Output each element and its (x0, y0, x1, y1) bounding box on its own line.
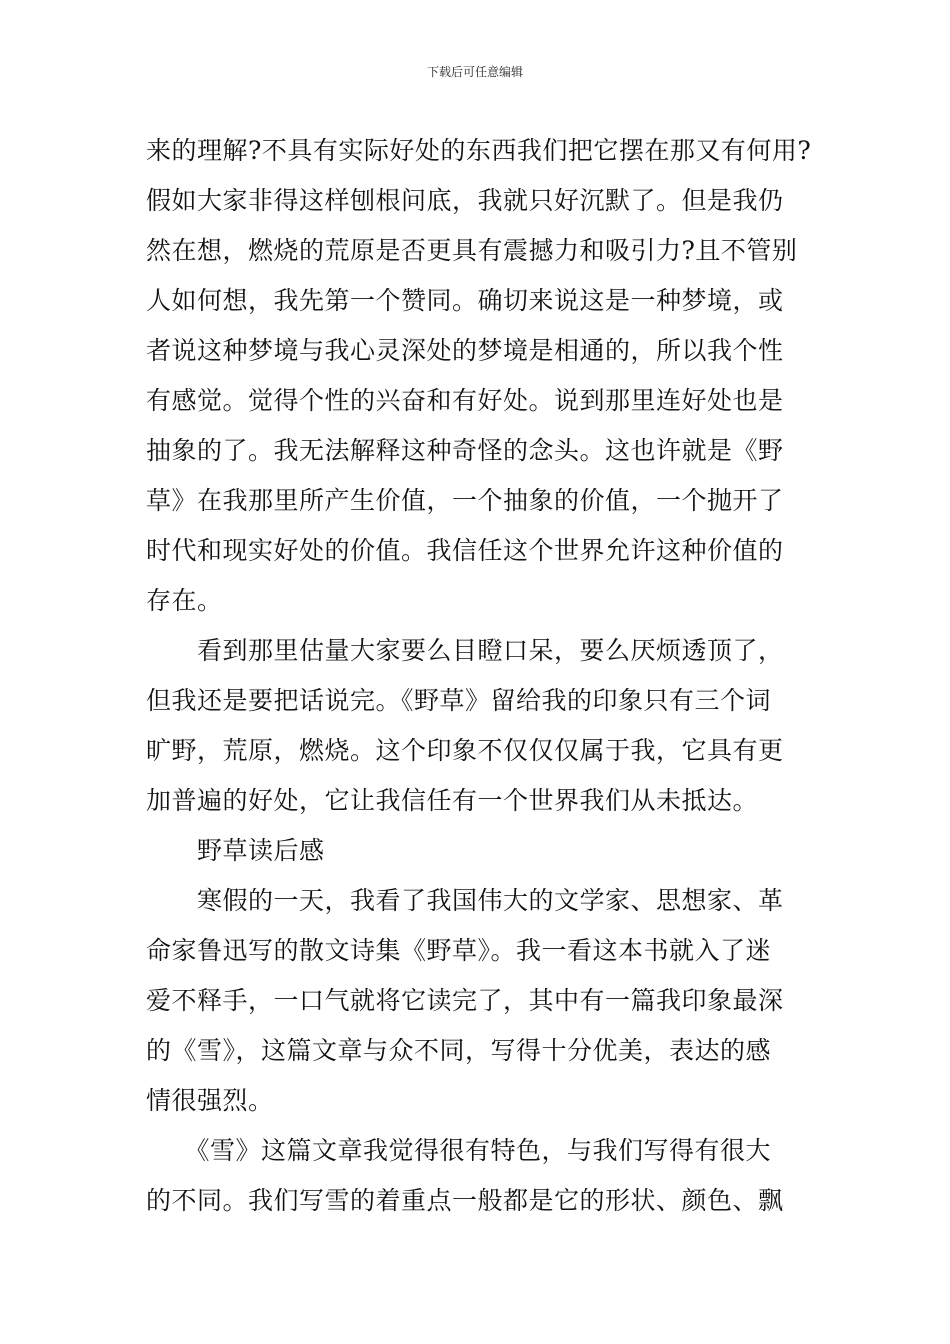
text-line: 的不同。我们写雪的着重点一般都是它的形状、颜色、飘 (146, 1186, 784, 1215)
text-line: 者说这种梦境与我心灵深处的梦境是相通的，所以我个性 (146, 336, 784, 365)
text-line: 命家鲁迅写的散文诗集《野草》。我一看这本书就入了迷 (146, 936, 772, 965)
document-body (146, 126, 812, 1226)
text-line: 假如大家非得这样刨根问底，我就只好沉默了。但是我仍 (146, 186, 784, 215)
text-line: 但我还是要把话说完。《野草》留给我的印象只有三个词 (146, 686, 772, 715)
text-line: 爱不释手，一口气就将它读完了，其中有一篇我印象最深 (146, 986, 784, 1015)
text-line: 的《雪》，这篇文章与众不同，写得十分优美，表达的感 (146, 1036, 772, 1065)
text-line: 有感觉。觉得个性的兴奋和有好处。说到那里连好处也是 (146, 386, 784, 415)
text-line: 人如何想，我先第一个赞同。确切来说这是一种梦境，或 (146, 286, 784, 315)
text-line: 加普遍的好处，它让我信任有一个世界我们从未抵达。 (146, 786, 759, 815)
text-line: 来的理解?不具有实际好处的东西我们把它摆在那又有何用? (146, 136, 812, 165)
text-line: 草》在我那里所产生价值，一个抽象的价值，一个抛开了 (146, 486, 784, 515)
text-line: 存在。 (146, 586, 223, 615)
text-line: 时代和现实好处的价值。我信任这个世界允许这种价值的 (146, 536, 784, 565)
text-line: 看到那里估量大家要么目瞪口呆，要么厌烦透顶了， (146, 636, 784, 665)
text-line: 旷野，荒原，燃烧。这个印象不仅仅仅属于我，它具有更 (146, 736, 784, 765)
text-line: 抽象的了。我无法解释这种奇怪的念头。这也许就是《野 (146, 436, 784, 465)
text-line: 寒假的一天，我看了我国伟大的文学家、思想家、革 (146, 886, 784, 915)
text-line: 然在想，燃烧的荒原是否更具有震撼力和吸引力?且不管别 (146, 236, 798, 265)
section-heading: 野草读后感 (146, 836, 325, 865)
text-line: 《雪》这篇文章我觉得很有特色，与我们写得有很大 (146, 1136, 772, 1165)
page-header: 下载后可任意编辑 (426, 65, 523, 79)
text-line: 情很强烈。 (146, 1086, 274, 1115)
